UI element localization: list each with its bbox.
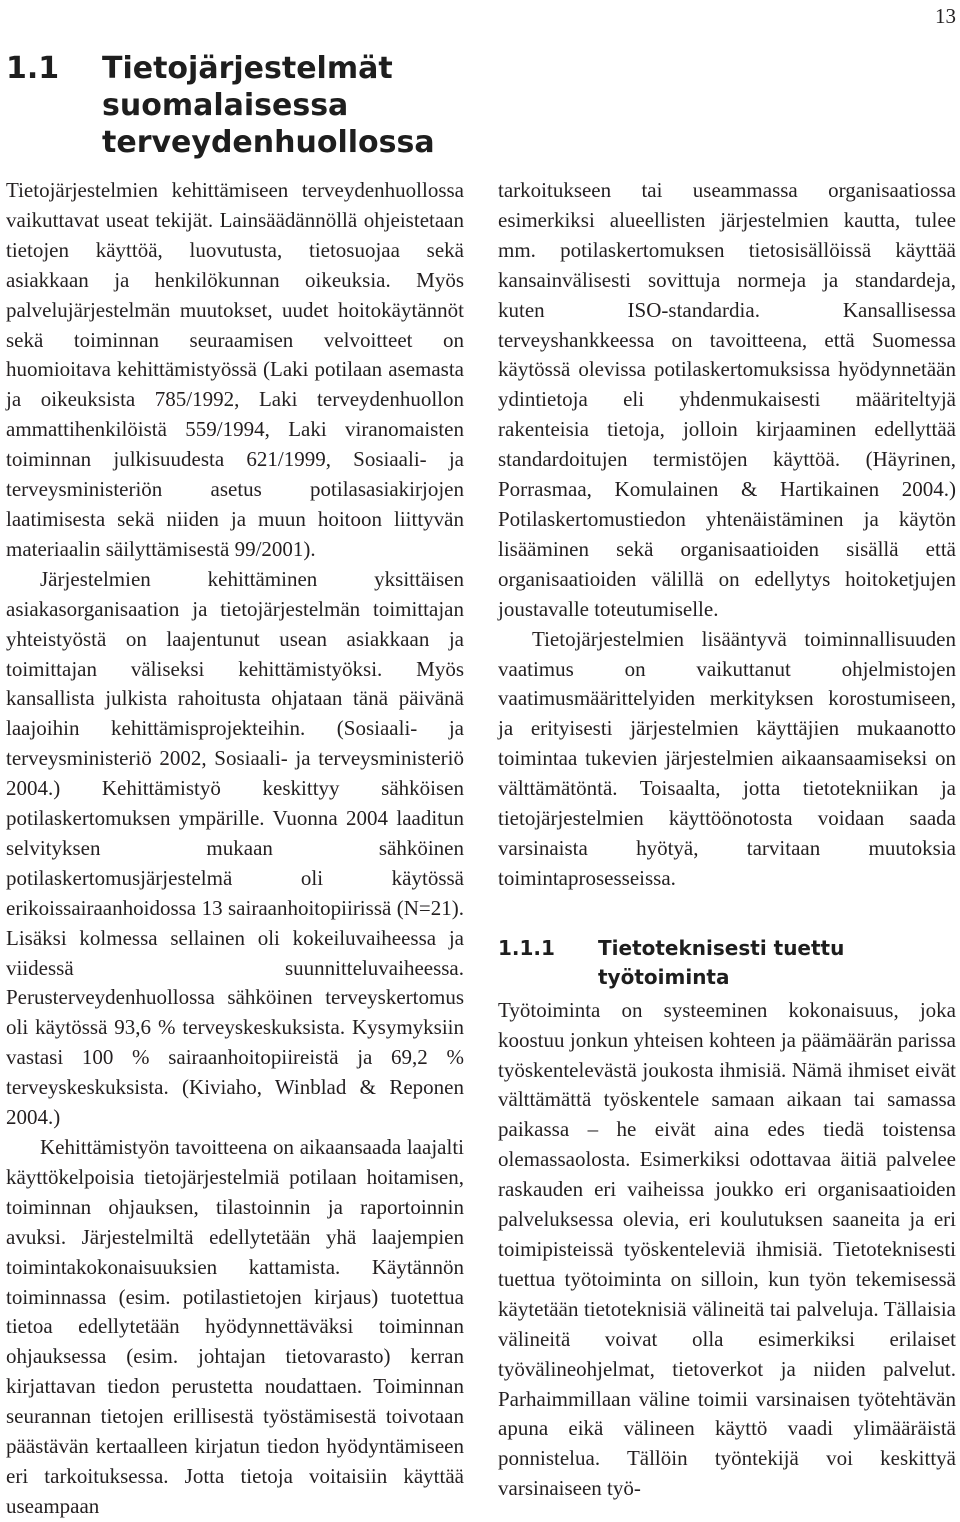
left-column <box>6 176 464 1522</box>
subsection-heading <box>498 934 956 992</box>
section-number: 1.1 <box>6 51 60 86</box>
paragraph: tarkoitukseen tai useammassa organisaatiossa esimerkiksi alueellisten järjestelmien kautta, tulee mm. potilaskertomuksen tietosisällöissä käyttää kansainvälisesti sovittuja normeja ja standardeja, kuten ISO-standardia. Kansallisessa terveyshankkeessa on tavoitteena, että Suomessa käytössä olevissa potilaskertomuksissa hyödynnetään ydintietoja eli yhdenmukaisesti määriteltyjä rakenteisia tietoja, jolloin kirjaaminen edellyttää standardoitujen termistöjen käyttöä. (Häyrinen, Porrasmaa, Komulainen & Hartikainen 2004.) Potilaskertomustiedon yhtenäistäminen ja käytön lisääminen sekä organisaatioiden sisällä että organisaatioiden välillä on edellytys hoitoketjujen joustavalle toteutumiselle. <box>498 178 956 621</box>
paragraph: Tietojärjestelmien kehittämiseen terveydenhuollossa vaikuttavat useat tekijät. Lainsäädännöllä ohjeistetaan tietojen käyttöä, luovutusta, tietosuojaa sekä asiakkaan ja henkilökunnan oikeuksia. Myös palvelujärjestelmän muutokset, uudet hoitokäytännöt sekä toiminnan seuraamisen velvoitteet on huomioitava kehittämistyössä (Laki potilaan asemasta ja oikeuksista 785/1992, Laki terveydenhuollon ammattihenkilöistä 559/1994, Laki viranomaisten toiminnan julkisuudesta 621/1999, Sosiaali- ja terveysministeriön asetus potilasasiakirjojen laatimisesta sekä niiden ja muun hoitoon liittyvän materiaalin säilyttämisestä 99/2001). <box>6 178 464 561</box>
paragraph: Tietojärjestelmien lisääntyvä toiminnallisuuden vaatimus on vaikuttanut ohjelmistojen vaatimusmäärittelyiden merkityksen korostumiseen, ja erityisesti järjestelmien käyttäjien mukaanotto toimintaa tukevien järjestelmien aikaansaamiseksi on välttämätöntä. Toisaalta, jotta tietotekniikan ja tietojärjestelmien käyttöönotosta voidaan saada varsinaista hyötyä, tarvitaan muutoksia toimintaprosesseissa. <box>498 626 956 890</box>
paragraph: Järjestelmien kehittäminen yksittäisen asiakasorganisaation ja tietojärjestelmän toimittajan yhteistyöstä on laajentunut usean asiakkaan ja toimittajan väliseksi kehittämistyöksi. Myös kansallista julkista rahoitusta ohjataan tänä päivänä laajoihin kehittämisprojekteihin. (Sosiaali- ja terveysministeriö 2002, Sosiaali- ja terveysministeriö 2004.) Kehittämistyö keskittyy sähköisen potilaskertomuksen ympärille. Vuonna 2004 laaditun selvityksen mukaan sähköinen potilaskertomusjärjestelmä oli käytössä erikoissairaanhoidossa 13 sairaanhoitopiirissä (N=21). Lisäksi kolmessa sellainen oli kokeiluvaiheessa ja viidessä suunnitteluvaiheessa. Perusterveydenhuollossa sähköinen terveyskertomus oli käytössä 93,6 % terveyskeskuksista. Kysymyksiin vastasi 100 % sairaanhoitopiireistä ja 69,2 % terveyskeskuksista. (Kiviaho, Winblad & Reponen 2004.) <box>6 566 464 1130</box>
paragraph: Työtoiminta on systeeminen kokonaisuus, joka koostuu jonkun yhteisen kohteen ja päämäärän parissa työskentelevästä joukosta ihmisiä. Nämä ihmiset eivät välttämättä työskentele samaan aikaan tai samassa paikassa – he eivät aina edes tiedä toistensa olemassaolosta. Esimerkiksi odottavaa äitiä palvelee raskauden eri vaiheissa joukko eri organisaatioiden palveluksessa olevia, eri koulutuksen saaneita ja eri toimipisteissä työskenteleviä ihmisiä. Tietoteknisesti tuettua työtoiminta on silloin, kun työn tekemisessä käytetään tietoteknisiä välineitä tai palveluja. Tällaisia välineitä voivat olla esimerkiksi erilaiset työvälineohjelmat, tietoverkot ja niiden palvelut. Parhaimmillaan väline toimii varsinaisen työtehtävän apuna eikä välineen käyttö vaadi ylimääräistä ponnistelua. Tällöin työntekijä voi keskittyä varsinaiseen työ- <box>498 997 956 1501</box>
subsection-number: 1.1.1 <box>498 935 555 960</box>
section-title: Tietojärjestelmät suomalaisessa terveydenhuollossa <box>102 51 435 160</box>
section-heading <box>6 50 476 161</box>
subsection-title: Tietoteknisesti tuettu työtoiminta <box>598 935 845 989</box>
right-column <box>498 176 956 1504</box>
page-number: 13 <box>935 4 956 28</box>
paragraph: Kehittämistyön tavoitteena on aikaansaada laajalti käyttökelpoisia tietojärjestelmiä potilaan hoitamisen, toiminnan ohjauksen, tilastoinnin ja raportoinnin avuksi. Järjestelmiltä edellytetään yhä laajempien toimintakokonaisuuksien kattamista. Käytännön toiminnassa (esim. potilastietojen kirjaus) tuotettua tietoa edellytetään hyödynnettäväksi toiminnan ohjauksessa (esim. johtajan tietovarasto) kerran kirjattavan tiedon perustetta noudattaen. Toiminnan seurannan tietojen erillisestä työstämisestä toivotaan päästävän kertaalleen kirjatun tiedon hyödyntämiseen eri tarkoituksessa. Jotta tietoja voitaisiin käyttää useampaan <box>6 1135 464 1518</box>
